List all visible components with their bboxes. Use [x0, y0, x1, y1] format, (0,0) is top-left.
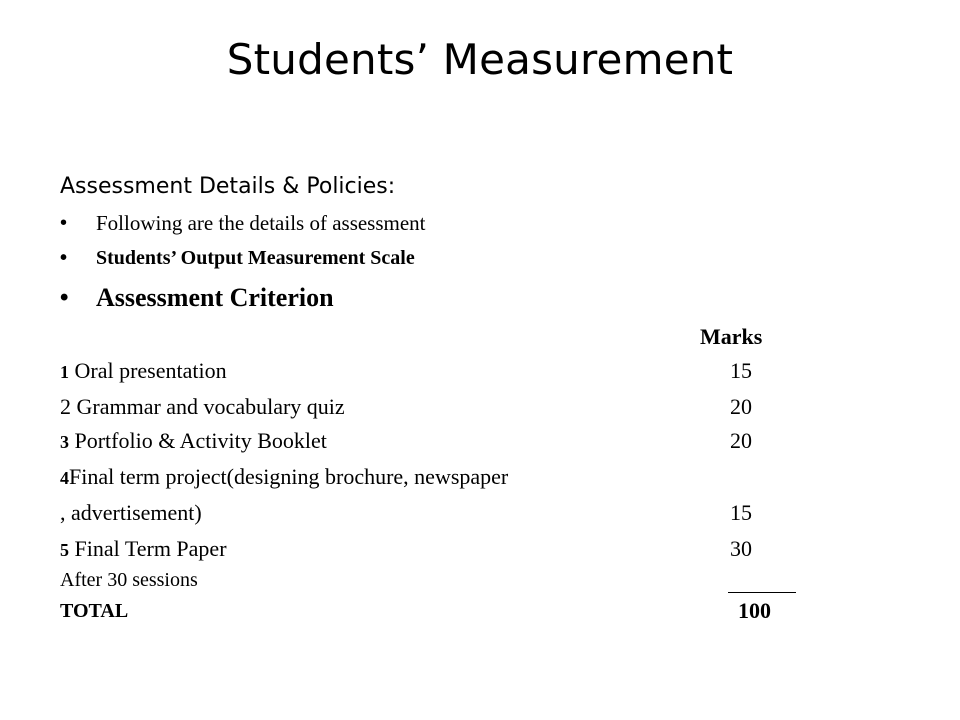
- bullet-dot-icon: •: [60, 247, 68, 269]
- bullet-item: [60, 206, 426, 240]
- total-underline: [728, 592, 796, 593]
- criterion-row-continuation: [60, 496, 202, 530]
- marks-column-header: Marks: [700, 324, 763, 349]
- criterion-label-continuation: , advertisement): [60, 500, 202, 525]
- criterion-row: [60, 390, 345, 424]
- criterion-number: 4: [60, 468, 69, 488]
- bullet-text: Assessment Criterion: [96, 283, 334, 312]
- criterion-number: 1: [60, 362, 69, 382]
- criterion-mark: 15: [730, 500, 752, 525]
- criterion-mark: 15: [730, 358, 752, 383]
- criterion-number: 3: [60, 432, 69, 452]
- criterion-label: Portfolio & Activity Booklet: [74, 428, 327, 453]
- criterion-row: [60, 532, 227, 567]
- criterion-row: [60, 460, 508, 495]
- criterion-mark: 30: [730, 536, 752, 561]
- criterion-label: Final term project(designing brochure, newspaper: [69, 464, 509, 489]
- total-value: 100: [738, 598, 771, 623]
- bullet-list: [60, 206, 426, 320]
- criterion-label: Oral presentation: [74, 358, 227, 383]
- bullet-item: [60, 276, 426, 320]
- criterion-number: 5: [60, 540, 69, 560]
- criterion-number: 2: [60, 394, 71, 419]
- footer-note: After 30 sessions: [60, 569, 198, 591]
- criterion-mark: 20: [730, 394, 752, 419]
- total-label: TOTAL: [60, 600, 129, 622]
- criterion-row: [60, 424, 327, 459]
- criterion-label: Final Term Paper: [74, 536, 227, 561]
- criterion-mark: 20: [730, 428, 752, 453]
- bullet-dot-icon: •: [60, 212, 68, 234]
- criterion-label: Grammar and vocabulary quiz: [76, 394, 345, 419]
- bullet-item: [60, 240, 426, 276]
- criterion-row: [60, 354, 227, 389]
- bullet-text: Students’ Output Measurement Scale: [96, 247, 415, 269]
- bullet-text: Following are the details of assessment: [96, 211, 426, 235]
- bullet-dot-icon: •: [60, 284, 69, 311]
- slide-title: Students’ Measurement: [226, 35, 734, 84]
- section-heading: Assessment Details & Policies:: [60, 174, 396, 199]
